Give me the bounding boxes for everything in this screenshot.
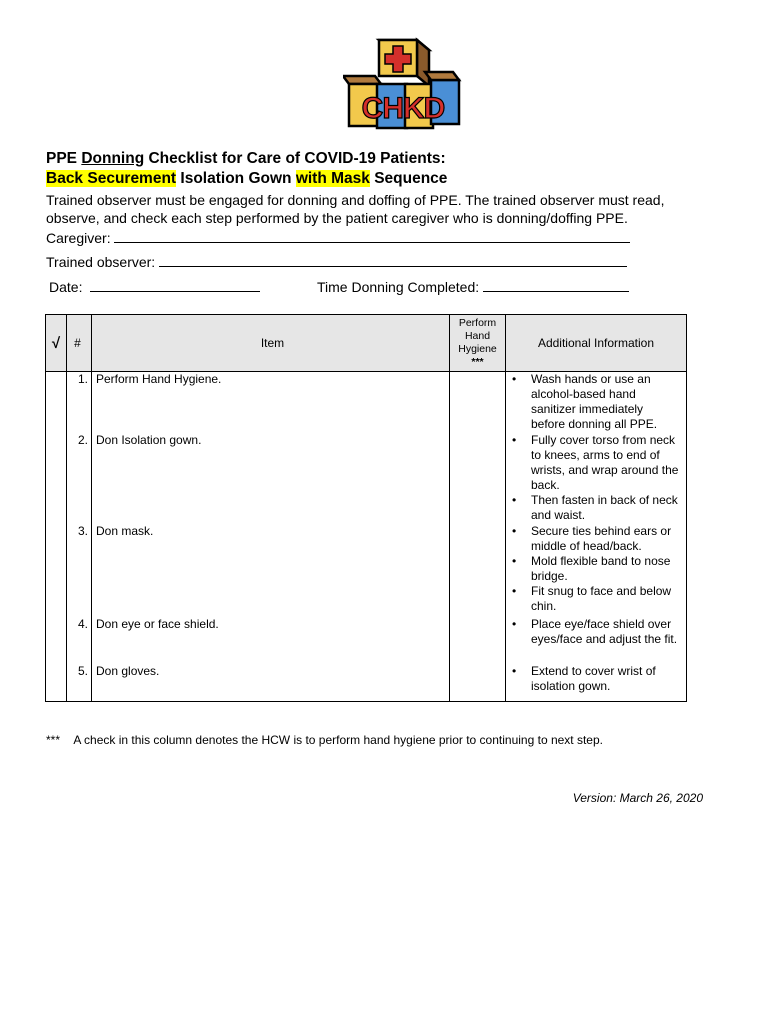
- step-number: 3.: [67, 524, 92, 617]
- hand-hygiene-header: [450, 315, 506, 372]
- time-field[interactable]: [317, 278, 629, 295]
- observer-field[interactable]: [46, 253, 627, 270]
- time-line[interactable]: [483, 278, 629, 292]
- version-text: Version: March 26, 2020: [572, 791, 703, 805]
- info-bullet: • Mold flexible band to nose bridge.: [506, 554, 686, 584]
- check-cell[interactable]: [46, 617, 67, 664]
- info-bullet: • Place eye/face shield over eyes/face and adjust the fit.: [506, 617, 686, 647]
- step-info: [506, 433, 687, 524]
- footnote: [46, 733, 603, 747]
- info-bullet: • Then fasten in back of neck and waist.: [506, 493, 686, 523]
- observer-label: Trained observer:: [46, 254, 156, 270]
- date-label: Date:: [49, 279, 83, 295]
- caregiver-field[interactable]: [46, 229, 630, 246]
- step-info: [506, 524, 687, 617]
- info-bullet: • Wash hands or use an alcohol-based hand sanitizer immediately before donning all PPE.: [506, 372, 686, 432]
- num-header: #: [67, 315, 92, 372]
- check-cell[interactable]: [46, 664, 67, 702]
- table-row: [46, 617, 687, 664]
- date-field[interactable]: [49, 278, 260, 295]
- step-number: 4.: [67, 617, 92, 664]
- check-cell[interactable]: [46, 524, 67, 617]
- info-bullet: • Secure ties behind ears or middle of head/back.: [506, 524, 686, 554]
- step-item: Perform Hand Hygiene.: [92, 372, 450, 433]
- hand-hygiene-check-cell[interactable]: [450, 664, 506, 702]
- hh-header-2: Hand: [464, 330, 491, 342]
- hh-header-1: Perform: [458, 317, 497, 329]
- check-header: √: [46, 315, 67, 372]
- step-number: 5.: [67, 664, 92, 702]
- step-item: Don gloves.: [92, 664, 450, 702]
- footnote-stars: ***: [46, 733, 61, 747]
- title-back-securement: Back Securement: [46, 170, 177, 187]
- footnote-text: A check in this column denotes the HCW is to perform hand hygiene prior to continuing to next step.: [73, 733, 603, 747]
- check-cell[interactable]: [46, 433, 67, 524]
- caregiver-line[interactable]: [114, 229, 630, 243]
- title-prefix: PPE: [46, 150, 78, 167]
- intro-paragraph: Trained observer must be engaged for donning and doffing of PPE. The trained observer must read, observe, and check each step performed by the patient caregiver who is donning/doffing PPE.: [46, 192, 665, 226]
- step-info: [506, 664, 687, 702]
- step-item: Don Isolation gown.: [92, 433, 450, 524]
- info-bullet: • Fit snug to face and below chin.: [506, 584, 686, 614]
- title-suffix: Checklist for Care of COVID-19 Patients:: [148, 150, 446, 167]
- title-donning: Donning: [81, 150, 145, 167]
- title-isolation-gown: Isolation Gown: [180, 170, 292, 187]
- step-number: 1.: [67, 372, 92, 433]
- step-number: 2.: [67, 433, 92, 524]
- hand-hygiene-check-cell[interactable]: [450, 372, 506, 433]
- table-body: [46, 372, 687, 702]
- info-header: Additional Information: [506, 315, 687, 372]
- hand-hygiene-check-cell[interactable]: [450, 617, 506, 664]
- table-row: [46, 372, 687, 433]
- chkd-logo: [343, 34, 463, 134]
- table-row: [46, 433, 687, 524]
- table-header-row: [46, 315, 687, 372]
- step-item: Don mask.: [92, 524, 450, 617]
- step-item: Don eye or face shield.: [92, 617, 450, 664]
- table-row: [46, 524, 687, 617]
- info-bullet: • Extend to cover wrist of isolation gown.: [506, 664, 686, 694]
- hand-hygiene-check-cell[interactable]: [450, 433, 506, 524]
- document-title-line2: [46, 170, 447, 188]
- date-line[interactable]: [90, 278, 260, 292]
- title-sequence: Sequence: [374, 170, 448, 187]
- step-info: [506, 372, 687, 433]
- title-with-mask: with Mask: [295, 170, 370, 187]
- step-info: [506, 617, 687, 664]
- item-header: Item: [92, 315, 450, 372]
- logo-text: CHKD: [361, 92, 445, 125]
- caregiver-label: Caregiver:: [46, 230, 111, 246]
- info-bullet: • Fully cover torso from neck to knees, arms to end of wrists, and wrap around the back.: [506, 433, 686, 493]
- table-row: [46, 664, 687, 702]
- hh-header-4: ***: [471, 356, 484, 368]
- observer-line[interactable]: [159, 253, 627, 267]
- hand-hygiene-check-cell[interactable]: [450, 524, 506, 617]
- hh-header-3: Hygiene: [458, 343, 497, 355]
- time-label: Time Donning Completed:: [317, 279, 480, 295]
- checklist-table: [45, 314, 687, 702]
- document-title-line1: [46, 150, 446, 168]
- check-cell[interactable]: [46, 372, 67, 433]
